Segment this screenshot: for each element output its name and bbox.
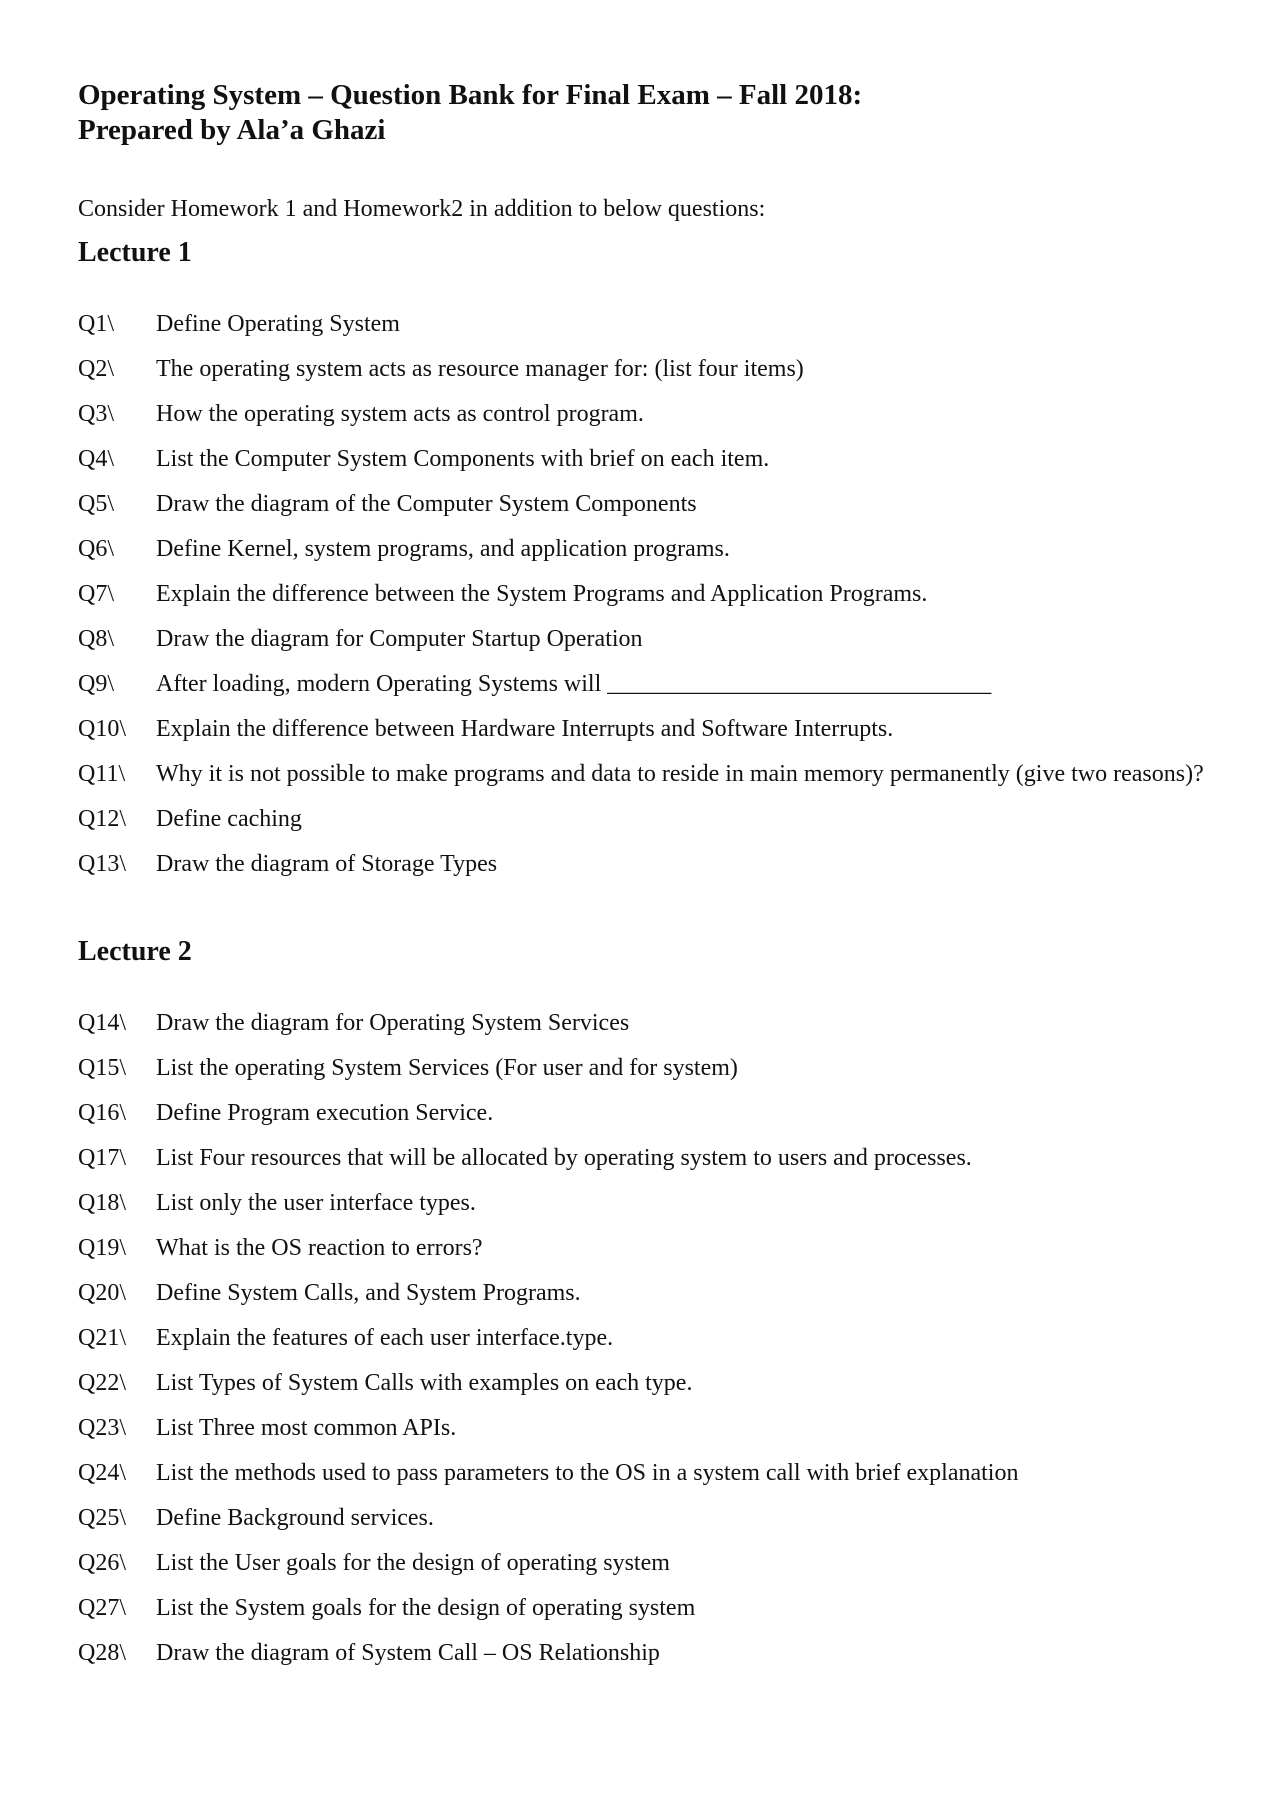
question-number: Q4\ (78, 446, 114, 472)
question-text: Define caching (156, 806, 302, 832)
question-number: Q17\ (78, 1145, 126, 1171)
question-item (78, 347, 1208, 392)
question-item (78, 1181, 1208, 1226)
question-text: Define System Calls, and System Programs. (156, 1280, 581, 1306)
question-item (78, 1631, 1208, 1676)
question-item (78, 1091, 1208, 1136)
question-number: Q22\ (78, 1370, 126, 1396)
question-text: List Three most common APIs. (156, 1415, 457, 1441)
question-text: List the methods used to pass parameters to the OS in a system call with brief explanation (156, 1460, 1019, 1486)
question-text: Define Program execution Service. (156, 1100, 494, 1126)
question-text: Explain the difference between Hardware Interrupts and Software Interrupts. (156, 716, 894, 742)
question-number: Q16\ (78, 1100, 126, 1126)
question-number: Q10\ (78, 716, 126, 742)
question-number: Q9\ (78, 671, 114, 697)
question-item (78, 527, 1208, 572)
question-number: Q25\ (78, 1505, 126, 1531)
question-text: List Four resources that will be allocated by operating system to users and processes. (156, 1145, 972, 1171)
lecture-2-section (78, 935, 1208, 1676)
question-text: List the Computer System Components with brief on each item. (156, 446, 770, 472)
question-number: Q3\ (78, 401, 114, 427)
question-text: Draw the diagram of the Computer System Components (156, 491, 697, 517)
lecture-1-section (78, 236, 1208, 887)
lecture-heading: Lecture 2 (78, 936, 192, 967)
question-number: Q11\ (78, 761, 126, 787)
question-item (78, 1496, 1208, 1541)
question-item (78, 797, 1208, 842)
question-number: Q14\ (78, 1010, 126, 1036)
question-number: Q7\ (78, 581, 114, 607)
question-text: List the operating System Services (For user and for system) (156, 1055, 738, 1081)
question-item (78, 392, 1208, 437)
question-item (78, 752, 1208, 797)
question-number: Q28\ (78, 1640, 126, 1666)
question-number: Q6\ (78, 536, 114, 562)
question-number: Q23\ (78, 1415, 126, 1441)
question-number: Q26\ (78, 1550, 126, 1576)
question-item (78, 1226, 1208, 1271)
question-text: Draw the diagram for Computer Startup Operation (156, 626, 643, 652)
question-text: List the User goals for the design of operating system (156, 1550, 670, 1576)
question-number: Q18\ (78, 1190, 126, 1216)
question-item (78, 1271, 1208, 1316)
question-item (78, 1001, 1208, 1046)
question-item (78, 1361, 1208, 1406)
question-number: Q20\ (78, 1280, 126, 1306)
question-text: Explain the features of each user interface.type. (156, 1325, 614, 1351)
question-item (78, 1136, 1208, 1181)
question-number: Q24\ (78, 1460, 126, 1486)
question-number: Q1\ (78, 311, 114, 337)
document-page (78, 78, 1208, 1676)
question-item (78, 1586, 1208, 1631)
question-item (78, 1406, 1208, 1451)
lecture-heading: Lecture 1 (78, 237, 192, 268)
question-item (78, 482, 1208, 527)
question-text: Explain the difference between the System Programs and Application Programs. (156, 581, 928, 607)
question-text: List Types of System Calls with examples on each type. (156, 1370, 693, 1396)
intro-text: Consider Homework 1 and Homework2 in addition to below questions: (78, 196, 766, 222)
question-item (78, 1451, 1208, 1496)
question-number: Q5\ (78, 491, 114, 517)
question-item (78, 1046, 1208, 1091)
question-item (78, 1541, 1208, 1586)
question-number: Q27\ (78, 1595, 126, 1621)
question-text: Draw the diagram of System Call – OS Relationship (156, 1640, 660, 1666)
question-text: The operating system acts as resource manager for: (list four items) (156, 356, 804, 382)
question-number: Q2\ (78, 356, 114, 382)
question-item (78, 572, 1208, 617)
document-author: Prepared by Ala’a Ghazi (78, 114, 386, 146)
question-item (78, 617, 1208, 662)
question-number: Q15\ (78, 1055, 126, 1081)
question-text: Draw the diagram for Operating System Services (156, 1010, 630, 1036)
question-text: List only the user interface types. (156, 1190, 476, 1216)
question-number: Q13\ (78, 851, 126, 877)
question-text: What is the OS reaction to errors? (156, 1235, 483, 1261)
question-item (78, 437, 1208, 482)
question-text: After loading, modern Operating Systems will ________________________________ (156, 671, 992, 697)
question-number: Q21\ (78, 1325, 126, 1351)
question-item (78, 302, 1208, 347)
question-text: Why it is not possible to make programs and data to reside in main memory permanently (give two reasons)? (156, 761, 1204, 787)
question-list (78, 302, 1208, 887)
question-text: List the System goals for the design of operating system (156, 1595, 696, 1621)
question-item (78, 707, 1208, 752)
question-item (78, 662, 1208, 707)
question-number: Q8\ (78, 626, 114, 652)
question-text: Draw the diagram of Storage Types (156, 851, 498, 877)
question-text: Define Operating System (156, 311, 400, 337)
question-number: Q12\ (78, 806, 126, 832)
question-text: Define Background services. (156, 1505, 434, 1531)
question-number: Q19\ (78, 1235, 126, 1261)
question-text: How the operating system acts as control program. (156, 401, 644, 427)
question-list (78, 1001, 1208, 1676)
question-item (78, 1316, 1208, 1361)
question-item (78, 842, 1208, 887)
question-text: Define Kernel, system programs, and application programs. (156, 536, 730, 562)
document-title: Operating System – Question Bank for Final Exam – Fall 2018: (78, 79, 863, 111)
